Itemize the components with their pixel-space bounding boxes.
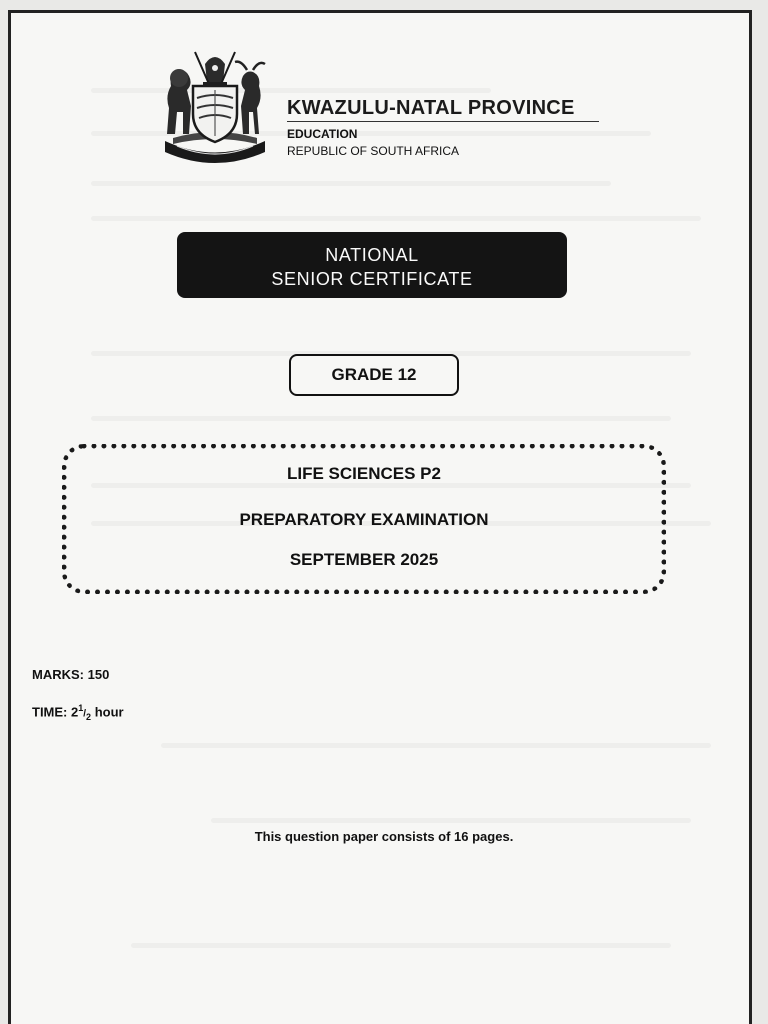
time-fraction-denominator: 2 [86, 711, 92, 722]
certificate-line-1: NATIONAL [325, 245, 419, 265]
department-name: EDUCATION [287, 127, 358, 141]
time-unit: hour [94, 704, 124, 720]
page-count-note: This question paper consists of 16 pages. [254, 829, 514, 844]
exam-date: SEPTEMBER 2025 [289, 550, 439, 569]
time-label: TIME: [32, 704, 68, 720]
certificate-line-2: SENIOR CERTIFICATE [271, 269, 473, 289]
marks-value: 150 [87, 667, 110, 682]
certificate-banner [177, 232, 567, 298]
marks-label: MARKS: [32, 667, 84, 682]
exam-type: PREPARATORY EXAMINATION [239, 510, 489, 529]
province-name: KWAZULU-NATAL PROVINCE [287, 97, 599, 122]
time-whole: 2 [71, 704, 79, 720]
coat-of-arms-icon [155, 46, 275, 171]
subject-box [62, 444, 666, 594]
subject-title: LIFE SCIENCES P2 [287, 464, 441, 483]
time-fraction-numerator: 1 [78, 703, 84, 713]
grade-badge: GRADE 12 [289, 354, 459, 396]
marks-line [32, 667, 109, 682]
country-name: REPUBLIC OF SOUTH AFRICA [287, 144, 460, 158]
time-line: TIME: $2^1/_2$ hour [32, 703, 124, 722]
